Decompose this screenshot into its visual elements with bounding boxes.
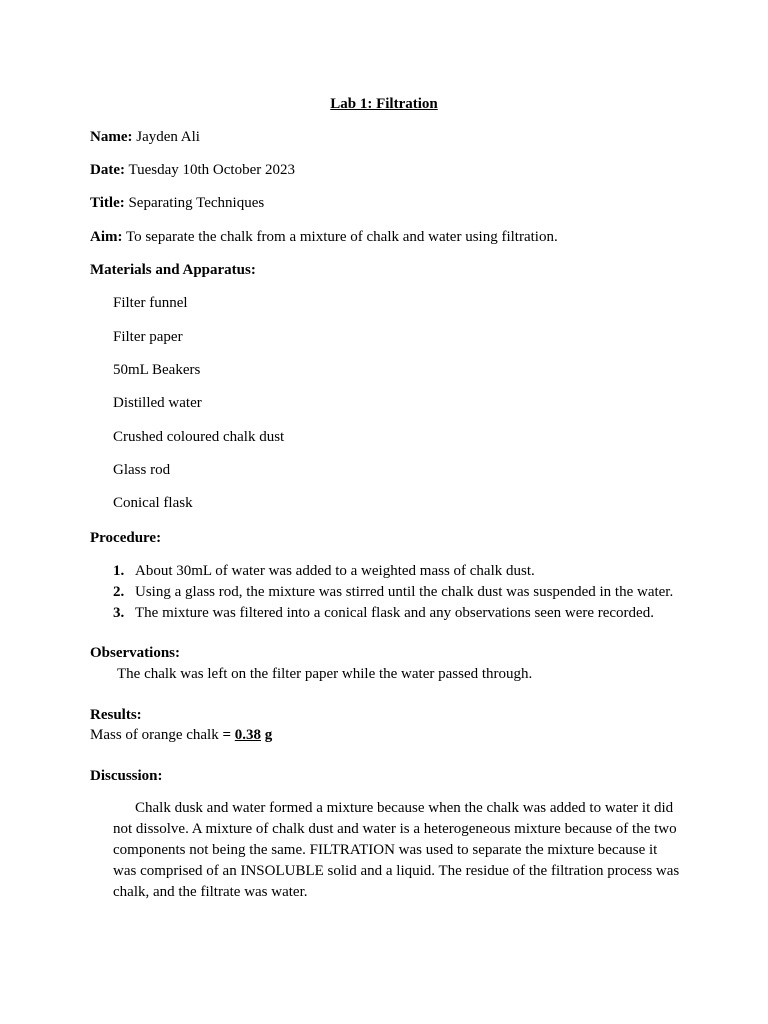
name-label: Name: xyxy=(90,129,133,145)
discussion-heading: Discussion: xyxy=(90,768,163,784)
date-value: Tuesday 10th October 2023 xyxy=(128,162,295,178)
results-value: 0.38 xyxy=(234,727,262,743)
step-text: Using a glass rod, the mixture was stirred until the chalk dust was suspended in the water. xyxy=(135,584,674,600)
name-value: Jayden Ali xyxy=(136,129,200,145)
procedure-heading: Procedure: xyxy=(90,530,162,546)
results-unit: g xyxy=(264,727,273,743)
materials-item: 50mL Beakers xyxy=(113,362,201,378)
step-text: About 30mL of water was added to a weighted mass of chalk dust. xyxy=(135,563,535,579)
materials-item: Glass rod xyxy=(113,462,171,478)
observations-text: The chalk was left on the filter paper while the water passed through. xyxy=(117,666,533,682)
results-equals: = xyxy=(222,727,232,743)
step-text: The mixture was filtered into a conical flask and any observations seen were recorded. xyxy=(135,605,654,621)
document-title: Lab 1: Filtration xyxy=(330,96,438,112)
name-field xyxy=(90,127,200,147)
procedure-step xyxy=(113,561,535,581)
results-label: Mass of orange chalk xyxy=(90,727,219,743)
observations-heading: Observations: xyxy=(90,645,180,661)
title-label: Title: xyxy=(90,195,125,211)
procedure-step xyxy=(113,582,673,602)
materials-item: Filter funnel xyxy=(113,295,188,311)
date-field xyxy=(90,160,295,180)
aim-label: Aim: xyxy=(90,229,123,245)
materials-item: Distilled water xyxy=(113,395,202,411)
results-heading: Results: xyxy=(90,707,142,723)
date-label: Date: xyxy=(90,162,125,178)
discussion-paragraph: Chalk dusk and water formed a mixture because when the chalk was added to water it did not dissolve. A mixture of chalk dust and water is a heterogeneous mixture because of the two components not being the same. FILTRATION was used to separate the mixture because it was comprised of an INSOLUBLE solid and a liquid. The residue of the filtration process was chalk, and the filtrate was water. xyxy=(113,800,680,900)
step-number: 1. xyxy=(113,563,125,579)
step-number: 2. xyxy=(113,584,125,600)
materials-item: Filter paper xyxy=(113,329,183,345)
procedure-step xyxy=(113,603,654,623)
materials-heading: Materials and Apparatus: xyxy=(90,262,256,278)
results-line xyxy=(90,725,272,745)
materials-item: Conical flask xyxy=(113,495,193,511)
aim-field xyxy=(90,227,558,247)
title-field xyxy=(90,193,264,213)
materials-item: Crushed coloured chalk dust xyxy=(113,429,285,445)
title-value: Separating Techniques xyxy=(128,195,265,211)
step-number: 3. xyxy=(113,605,125,621)
aim-value: To separate the chalk from a mixture of chalk and water using filtration. xyxy=(125,229,558,245)
